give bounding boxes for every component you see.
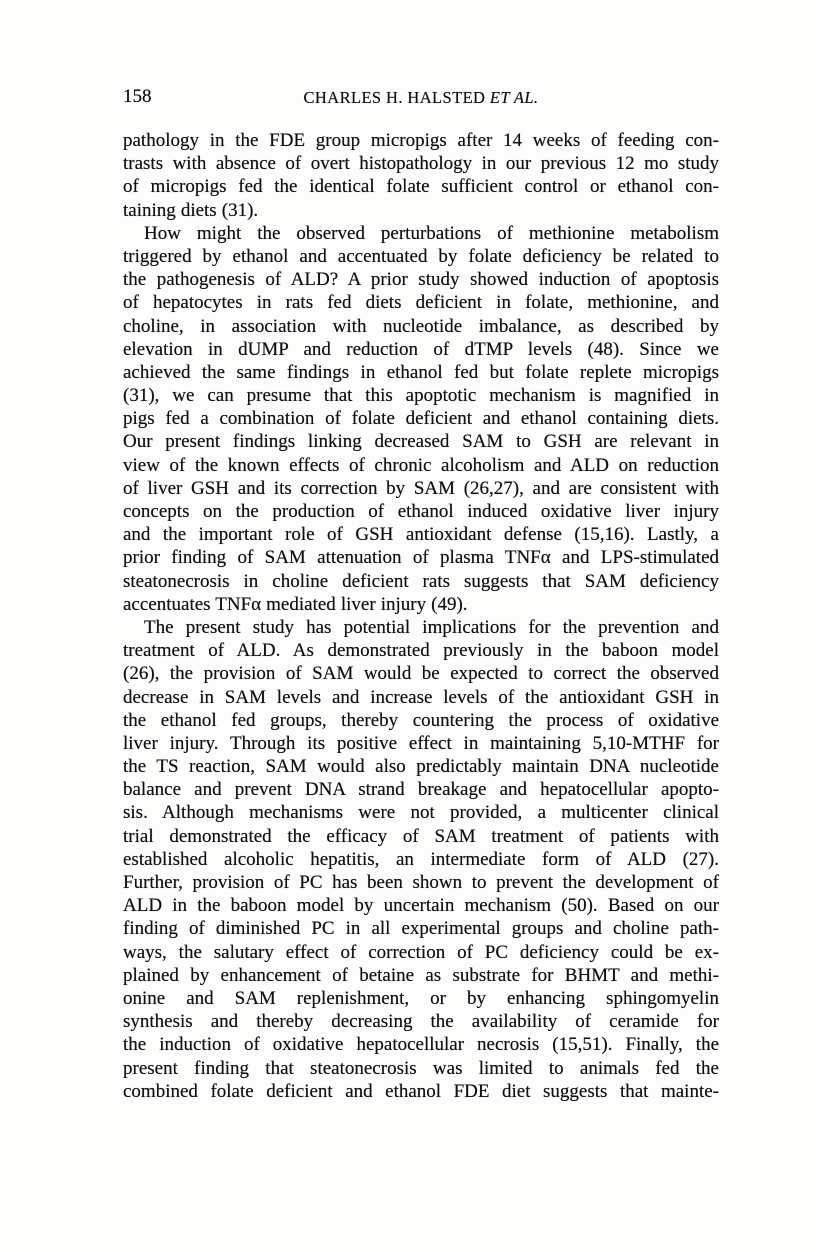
text-line: the ethanol fed groups, thereby countering the process of oxidative — [123, 709, 719, 731]
text-line: combined folate deficient and ethanol FDE diet suggests that mainte- — [123, 1080, 719, 1102]
text-line: accentuates TNFα mediated liver injury (49). — [123, 593, 468, 615]
text-line: How might the observed perturbations of methionine metabolism — [144, 222, 719, 244]
text-line: synthesis and thereby decreasing the availability of ceramide for — [123, 1011, 719, 1033]
text-line: decrease in SAM levels and increase levels of the antioxidant GSH in — [123, 686, 719, 708]
text-line: steatonecrosis in choline deficient rats suggests that SAM deficiency — [123, 570, 719, 592]
text-line: finding of diminished PC in all experimental groups and choline path- — [123, 918, 719, 940]
text-line: sis. Although mechanisms were not provided, a multicenter clinical — [123, 802, 719, 824]
text-line: trial demonstrated the efficacy of SAM treatment of patients with — [123, 825, 719, 847]
text-line: pathology in the FDE group micropigs after 14 weeks of feeding con- — [123, 130, 719, 151]
page-number: 158 — [123, 86, 152, 107]
text-line: Our present findings linking decreased SAM to GSH are relevant in — [123, 431, 719, 453]
text-line: pigs fed a combination of folate deficient and ethanol containing diets. — [123, 408, 719, 430]
text-block — [123, 129, 719, 1103]
text-line: Further, provision of PC has been shown to prevent the development of — [123, 872, 719, 893]
text-line: established alcoholic hepatitis, an intermediate form of ALD (27). — [123, 848, 719, 870]
text-line: The present study has potential implications for the prevention and — [144, 616, 719, 638]
text-line: balance and prevent DNA strand breakage and hepatocellular apopto- — [123, 779, 719, 801]
text-line: ALD in the baboon model by uncertain mechanism (50). Based on our — [123, 895, 719, 917]
text-line: of micropigs fed the identical folate sufficient control or ethanol con- — [123, 176, 719, 198]
text-line: and the important role of GSH antioxidant defense (15,16). Lastly, a — [123, 524, 719, 546]
running-title-etal: ET AL. — [489, 88, 539, 107]
running-title — [123, 86, 719, 109]
text-line: view of the known effects of chronic alcoholism and ALD on reduction — [123, 454, 719, 476]
text-line: ways, the salutary effect of correction of PC deficiency could be ex- — [123, 941, 719, 963]
text-line: onine and SAM replenishment, or by enhancing sphingomyelin — [123, 987, 719, 1009]
text-line: plained by enhancement of betaine as substrate for BHMT and methi- — [123, 964, 719, 986]
text-line: elevation in dUMP and reduction of dTMP levels (48). Since we — [123, 338, 719, 360]
text-line: the pathogenesis of ALD? A prior study showed induction of apoptosis — [123, 269, 719, 291]
text-line: treatment of ALD. As demonstrated previously in the baboon model — [123, 640, 719, 662]
text-line: present finding that steatonecrosis was limited to animals fed the — [123, 1057, 719, 1079]
text-line: taining diets (31). — [123, 199, 259, 221]
text-line: trasts with absence of overt histopathology in our previous 12 mo study — [123, 153, 719, 175]
running-title-authors: CHARLES H. HALSTED — [303, 88, 490, 107]
text-line: triggered by ethanol and accentuated by folate deficiency be related to — [123, 245, 719, 267]
text-line: liver injury. Through its positive effect in maintaining 5,10-MTHF for — [123, 732, 719, 754]
text-line: prior finding of SAM attenuation of plasma TNFα and LPS-stimulated — [123, 547, 719, 569]
text-line: the TS reaction, SAM would also predictably maintain DNA nucleotide — [123, 756, 719, 778]
text-line: (31), we can presume that this apoptotic mechanism is magnified in — [123, 385, 719, 407]
running-header — [123, 86, 719, 110]
text-line: choline, in association with nucleotide imbalance, as described by — [123, 315, 719, 337]
text-line: the induction of oxidative hepatocellular necrosis (15,51). Finally, the — [123, 1034, 719, 1056]
text-line: achieved the same findings in ethanol fed but folate replete micropigs — [123, 361, 719, 383]
text-line: (26), the provision of SAM would be expected to correct the observed — [123, 663, 719, 685]
text-line: of hepatocytes in rats fed diets deficient in folate, methionine, and — [123, 292, 719, 314]
text-line: concepts on the production of ethanol induced oxidative liver injury — [123, 501, 719, 522]
text-line: of liver GSH and its correction by SAM (26,27), and are consistent with — [123, 477, 719, 499]
